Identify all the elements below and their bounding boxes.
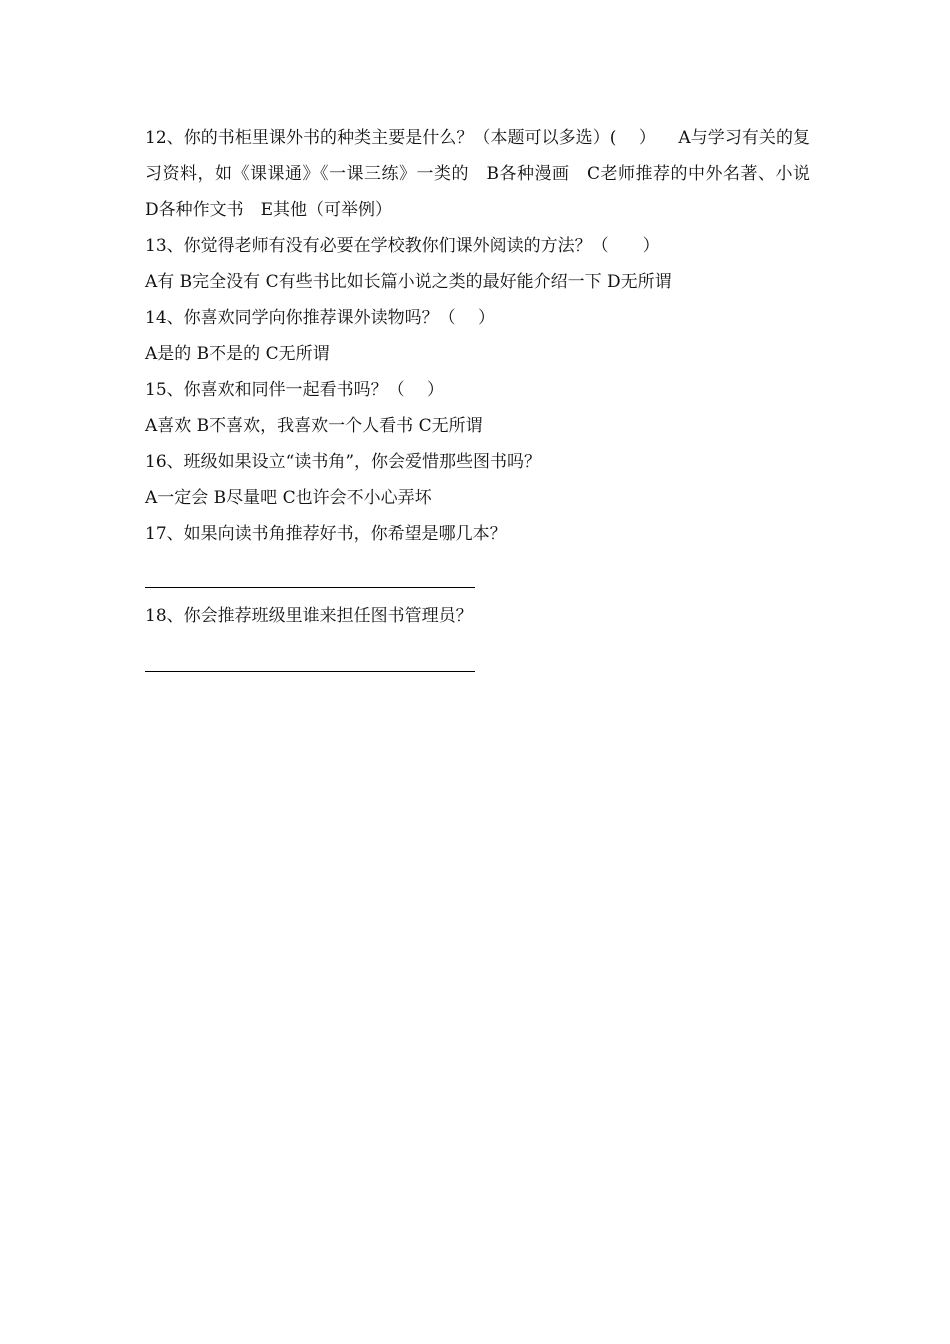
question-12: 12、你的书柜里课外书的种类主要是什么？（本题可以多选）( ） A与学习有关的复习资料，如《课课通》《一课三练》一类的 B各种漫画 C老师推荐的中外名著、小说 D各种作文书 E其他（可举例）: [145, 128, 827, 220]
question-16: 16、班级如果设立“读书角”，你会爱惜那些图书吗？: [145, 452, 542, 472]
answer-line-17[interactable]: [145, 586, 475, 588]
question-14: 14、你喜欢同学向你推荐课外读物吗？（ ）: [145, 308, 496, 328]
question-13: 13、你觉得老师有没有必要在学校教你们课外阅读的方法？（ ）: [145, 236, 660, 256]
question-15: 15、你喜欢和同伴一起看书吗？（ ）: [145, 380, 445, 400]
questionnaire-content: [145, 120, 827, 672]
question-16-options: A一定会 B尽量吧 C也许会不小心弄坏: [145, 488, 432, 508]
question-17: 17、如果向读书角推荐好书，你希望是哪几本？: [145, 524, 507, 544]
question-15-options: A喜欢 B不喜欢，我喜欢一个人看书 C无所谓: [145, 416, 483, 436]
question-18: 18、你会推荐班级里谁来担任图书管理员？: [145, 606, 473, 626]
question-13-options: A有 B完全没有 C有些书比如长篇小说之类的最好能介绍一下 D无所谓: [145, 272, 672, 292]
question-14-options: A是的 B不是的 C无所谓: [145, 344, 330, 364]
answer-line-18[interactable]: [145, 670, 475, 672]
